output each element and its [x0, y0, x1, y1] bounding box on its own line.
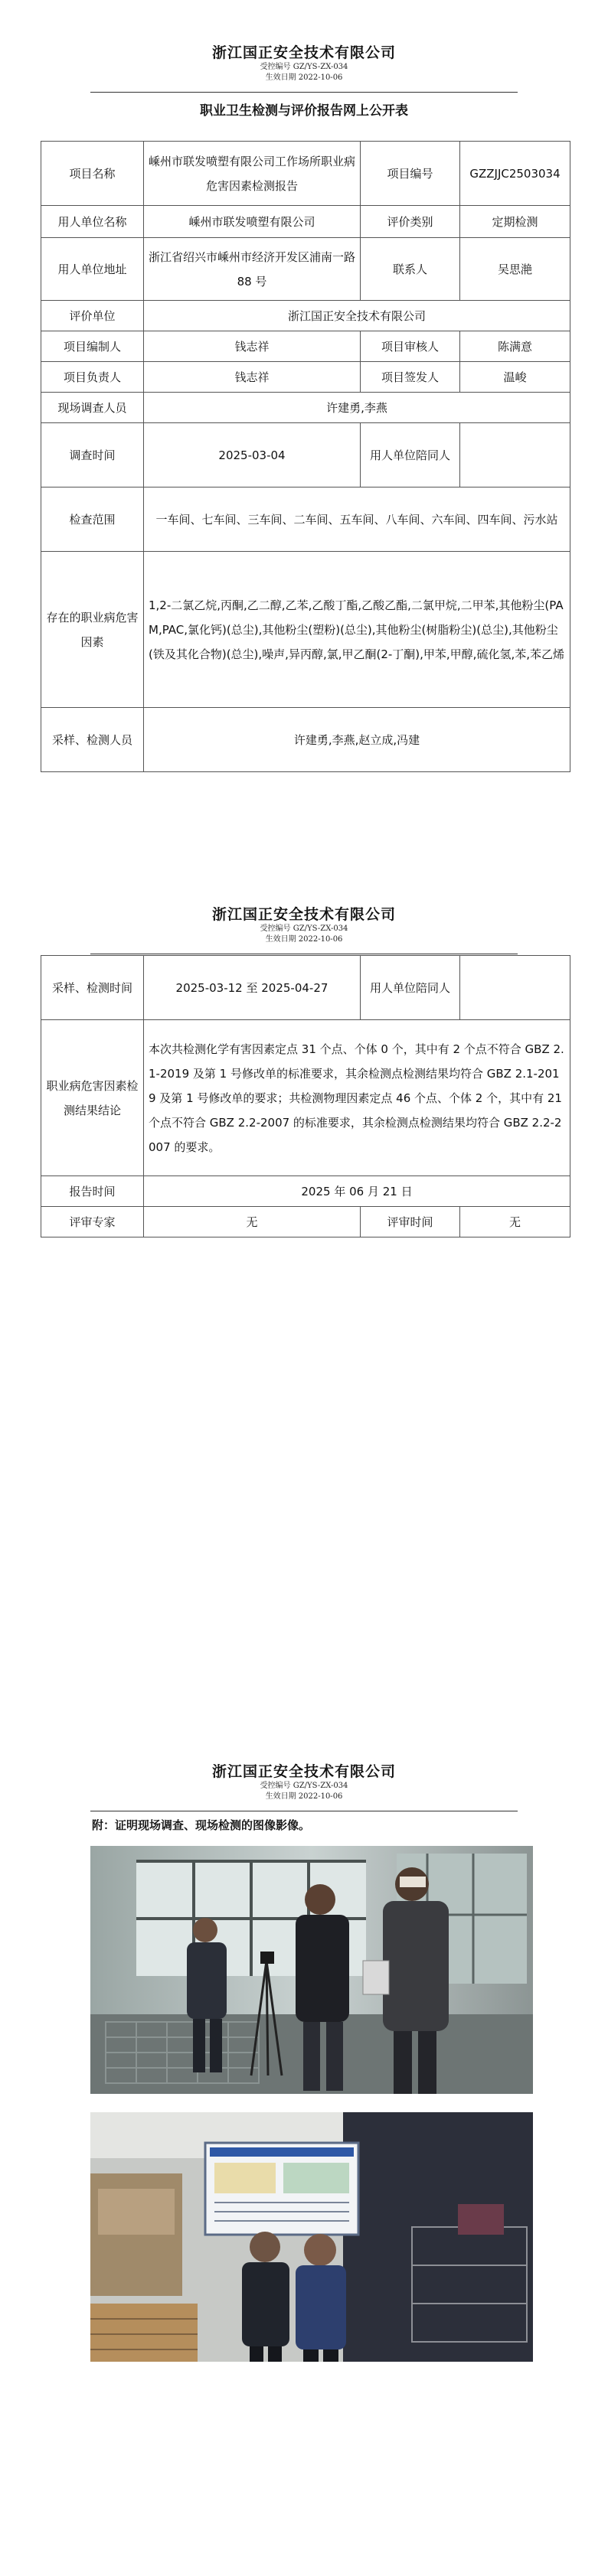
effective-date: 生效日期 2022-10-06	[265, 73, 343, 82]
review-time-value: 无	[460, 1207, 570, 1237]
samplers-value: 许建勇,李燕,赵立成,冯建	[144, 708, 570, 772]
eval-type-label: 评价类别	[361, 206, 460, 238]
site-survey-photo	[90, 1846, 533, 2094]
company-name: 浙江国正安全技术有限公司	[211, 44, 396, 61]
report-time-value: 2025 年 06 月 21 日	[144, 1176, 570, 1207]
eval-unit-label: 评价单位	[41, 301, 144, 331]
experts-label: 评审专家	[41, 1207, 144, 1237]
reviewer-label: 项目审核人	[361, 331, 460, 362]
review-time-label: 评审时间	[361, 1207, 460, 1237]
eval-unit-value: 浙江国正安全技术有限公司	[144, 301, 570, 331]
scope-label: 检查范围	[41, 487, 144, 552]
site-detection-image	[90, 2112, 533, 2362]
page-header	[0, 1760, 608, 1802]
compiler-value: 钱志祥	[144, 331, 361, 362]
report-time-label: 报告时间	[41, 1176, 144, 1207]
employer-label: 用人单位名称	[41, 206, 144, 238]
signer-value: 温峻	[460, 362, 570, 393]
project-no-value: GZZJJC2503034	[460, 142, 570, 206]
contact-label: 联系人	[361, 238, 460, 301]
project-name-value: 嵊州市联发喷塑有限公司工作场所职业病危害因素检测报告	[144, 142, 361, 206]
project-name-label: 项目名称	[41, 142, 144, 206]
sample-time-label: 采样、检测时间	[41, 956, 144, 1020]
contact-value: 吴思滟	[460, 238, 570, 301]
attachment-label: 附：证明现场调查、现场检测的图像影像。	[92, 1818, 311, 1832]
effective-date: 生效日期 2022-10-06	[265, 1792, 343, 1801]
leader-label: 项目负责人	[41, 362, 144, 393]
site-detection-photo	[90, 2112, 533, 2362]
control-number: 受控编号 GZ/YS-ZX-034	[260, 924, 348, 933]
accompany-label: 用人单位陪同人	[361, 956, 460, 1020]
survey-time-label: 调查时间	[41, 423, 144, 487]
effective-date: 生效日期 2022-10-06	[265, 935, 343, 944]
reviewer-value: 陈满意	[460, 331, 570, 362]
signer-label: 项目签发人	[361, 362, 460, 393]
project-no-label: 项目编号	[361, 142, 460, 206]
company-name: 浙江国正安全技术有限公司	[211, 906, 396, 923]
investigators-value: 许建勇,李燕	[144, 393, 570, 423]
company-name: 浙江国正安全技术有限公司	[211, 1763, 396, 1780]
experts-value: 无	[144, 1207, 361, 1237]
result-label: 职业病危害因素检测结果结论	[41, 1020, 144, 1176]
control-number: 受控编号 GZ/YS-ZX-034	[260, 1782, 348, 1790]
samplers-label: 采样、检测人员	[41, 708, 144, 772]
sample-time-value: 2025-03-12 至 2025-04-27	[144, 956, 361, 1020]
result-value: 本次共检测化学有害因素定点 31 个点、个体 0 个，其中有 2 个点不符合 GBZ 2.1-2019 及第 1 号修改单的标准要求，其余检测点检测结果均符合 GBZ 2.1-2019 及第 1 号修改单的要求；共检测物理因素定点 46 个点、个体 2 个，其中有 21 个点不符合 GBZ 2.2-2007 的标准要求，其余检测点检测结果均符合 GBZ 2.2-2007 的要求。	[144, 1020, 570, 1176]
control-number: 受控编号 GZ/YS-ZX-034	[260, 63, 348, 71]
scope-value: 一车间、七车间、三车间、二车间、五车间、八车间、六车间、四车间、污水站	[144, 487, 570, 552]
employer-value: 嵊州市联发喷塑有限公司	[144, 206, 361, 238]
investigators-label: 现场调查人员	[41, 393, 144, 423]
document-title: 职业卫生检测与评价报告网上公开表	[200, 103, 408, 119]
address-label: 用人单位地址	[41, 238, 144, 301]
leader-value: 钱志祥	[144, 362, 361, 393]
compiler-label: 项目编制人	[41, 331, 144, 362]
accompany-label: 用人单位陪同人	[361, 423, 460, 487]
site-survey-image	[90, 1846, 533, 2094]
hazards-label: 存在的职业病危害因素	[41, 552, 144, 708]
survey-time-value: 2025-03-04	[144, 423, 361, 487]
hazards-value: 1,2-二氯乙烷,丙酮,乙二醇,乙苯,乙酸丁酯,乙酸乙酯,二氯甲烷,二甲苯,其他粉尘(PAM,PAC,氯化钙)(总尘),其他粉尘(塑粉)(总尘),其他粉尘(树脂粉尘)(总尘),其他粉尘(铁及其化合物)(总尘),噪声,异丙醇,氯,甲乙酮(2-丁酮),甲苯,甲醇,硫化氢,苯,苯乙烯	[144, 552, 570, 708]
address-value: 浙江省绍兴市嵊州市经济开发区浦南一路 88 号	[144, 238, 361, 301]
eval-type-value: 定期检测	[460, 206, 570, 238]
